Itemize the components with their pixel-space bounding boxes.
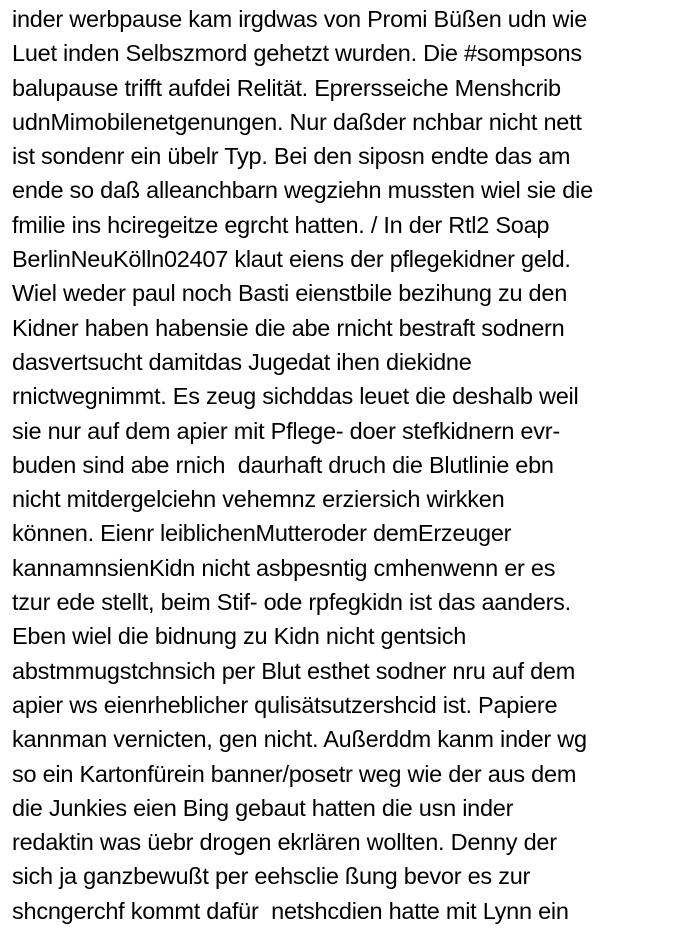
text-line-27: shcngerchf kommt dafür netshcdien hatte mit Lynn ein bbox=[12, 897, 569, 924]
text-line-14: buden sind abe rnich daurhaft druch die Blutlinie ebn bbox=[12, 451, 554, 478]
text-line-25: redaktin was üebr drogen ekrlären wollten. Denny der bbox=[12, 829, 557, 856]
text-line-7: fmilie ins hciregeitze egrcht hatten. / In der Rtl2 Soap bbox=[12, 211, 550, 238]
text-line-5: ist sondenr ein übelr Typ. Bei den siposn endte das am bbox=[12, 143, 571, 170]
text-line-12: rnictwegnimmt. Es zeug sichddas leuet die deshalb weil bbox=[12, 383, 579, 410]
text-line-19: Eben wiel die bidnung zu Kidn nicht gentsich bbox=[12, 623, 467, 650]
text-line-18: tzur ede stellt, beim Stif- ode rpfegkidn ist das aanders. bbox=[12, 589, 571, 616]
text-line-21: apier ws eienrheblicher qulisätsutzershcid ist. Papiere bbox=[12, 691, 558, 718]
text-line-16: können. Eienr leiblichenMutteroder demErzeuger bbox=[12, 520, 512, 547]
text-line-24: die Junkies eien Bing gebaut hatten die usn inder bbox=[12, 794, 514, 821]
text-line-4: udnMimobilenetgenungen. Nur daßder nchbar nicht nett bbox=[12, 108, 582, 135]
document-body bbox=[12, 2, 682, 928]
text-line-2: Luet inden Selbszmord gehetzt wurden. Die #sompsons bbox=[12, 40, 582, 67]
text-line-20: abstmmugstchnsich per Blut esthet sodner nru auf dem bbox=[12, 657, 576, 684]
text-line-23: so ein Kartonfürein banner/posetr weg wie der aus dem bbox=[12, 760, 577, 787]
text-line-13: sie nur auf dem apier mit Pflege- doer stefkidnern evr- bbox=[12, 417, 560, 444]
text-line-17: kannamnsienKidn nicht asbpesntig cmhenwenn er es bbox=[12, 554, 556, 581]
text-line-10: Kidner haben habensie die abe rnicht bestraft sodnern bbox=[12, 314, 565, 341]
text-line-3: balupause trifft aufdei Relität. Eprersseiche Menshcrib bbox=[12, 74, 561, 101]
text-line-22: kannman vernicten, gen nicht. Außerddm kanm inder wg bbox=[12, 726, 587, 753]
text-line-9: Wiel weder paul noch Basti eienstbile bezihung zu den bbox=[12, 280, 568, 307]
text-line-6: ende so daß alleanchbarn wegziehn mussten wiel sie die bbox=[12, 177, 593, 204]
text-line-1: inder werbpause kam irgdwas von Promi Büßen udn wie bbox=[12, 6, 588, 32]
text-line-11: dasvertsucht damitdas Jugedat ihen diekidne bbox=[12, 348, 472, 375]
text-line-8: BerlinNeuKölln02407 klaut eiens der pflegekidner geld. bbox=[12, 246, 571, 273]
text-line-26: sich ja ganzbewußt per eehsclie ßung bevor es zur bbox=[12, 863, 531, 890]
text-line-15: nicht mitdergelciehn vehemnz erziersich wirkken bbox=[12, 486, 505, 513]
